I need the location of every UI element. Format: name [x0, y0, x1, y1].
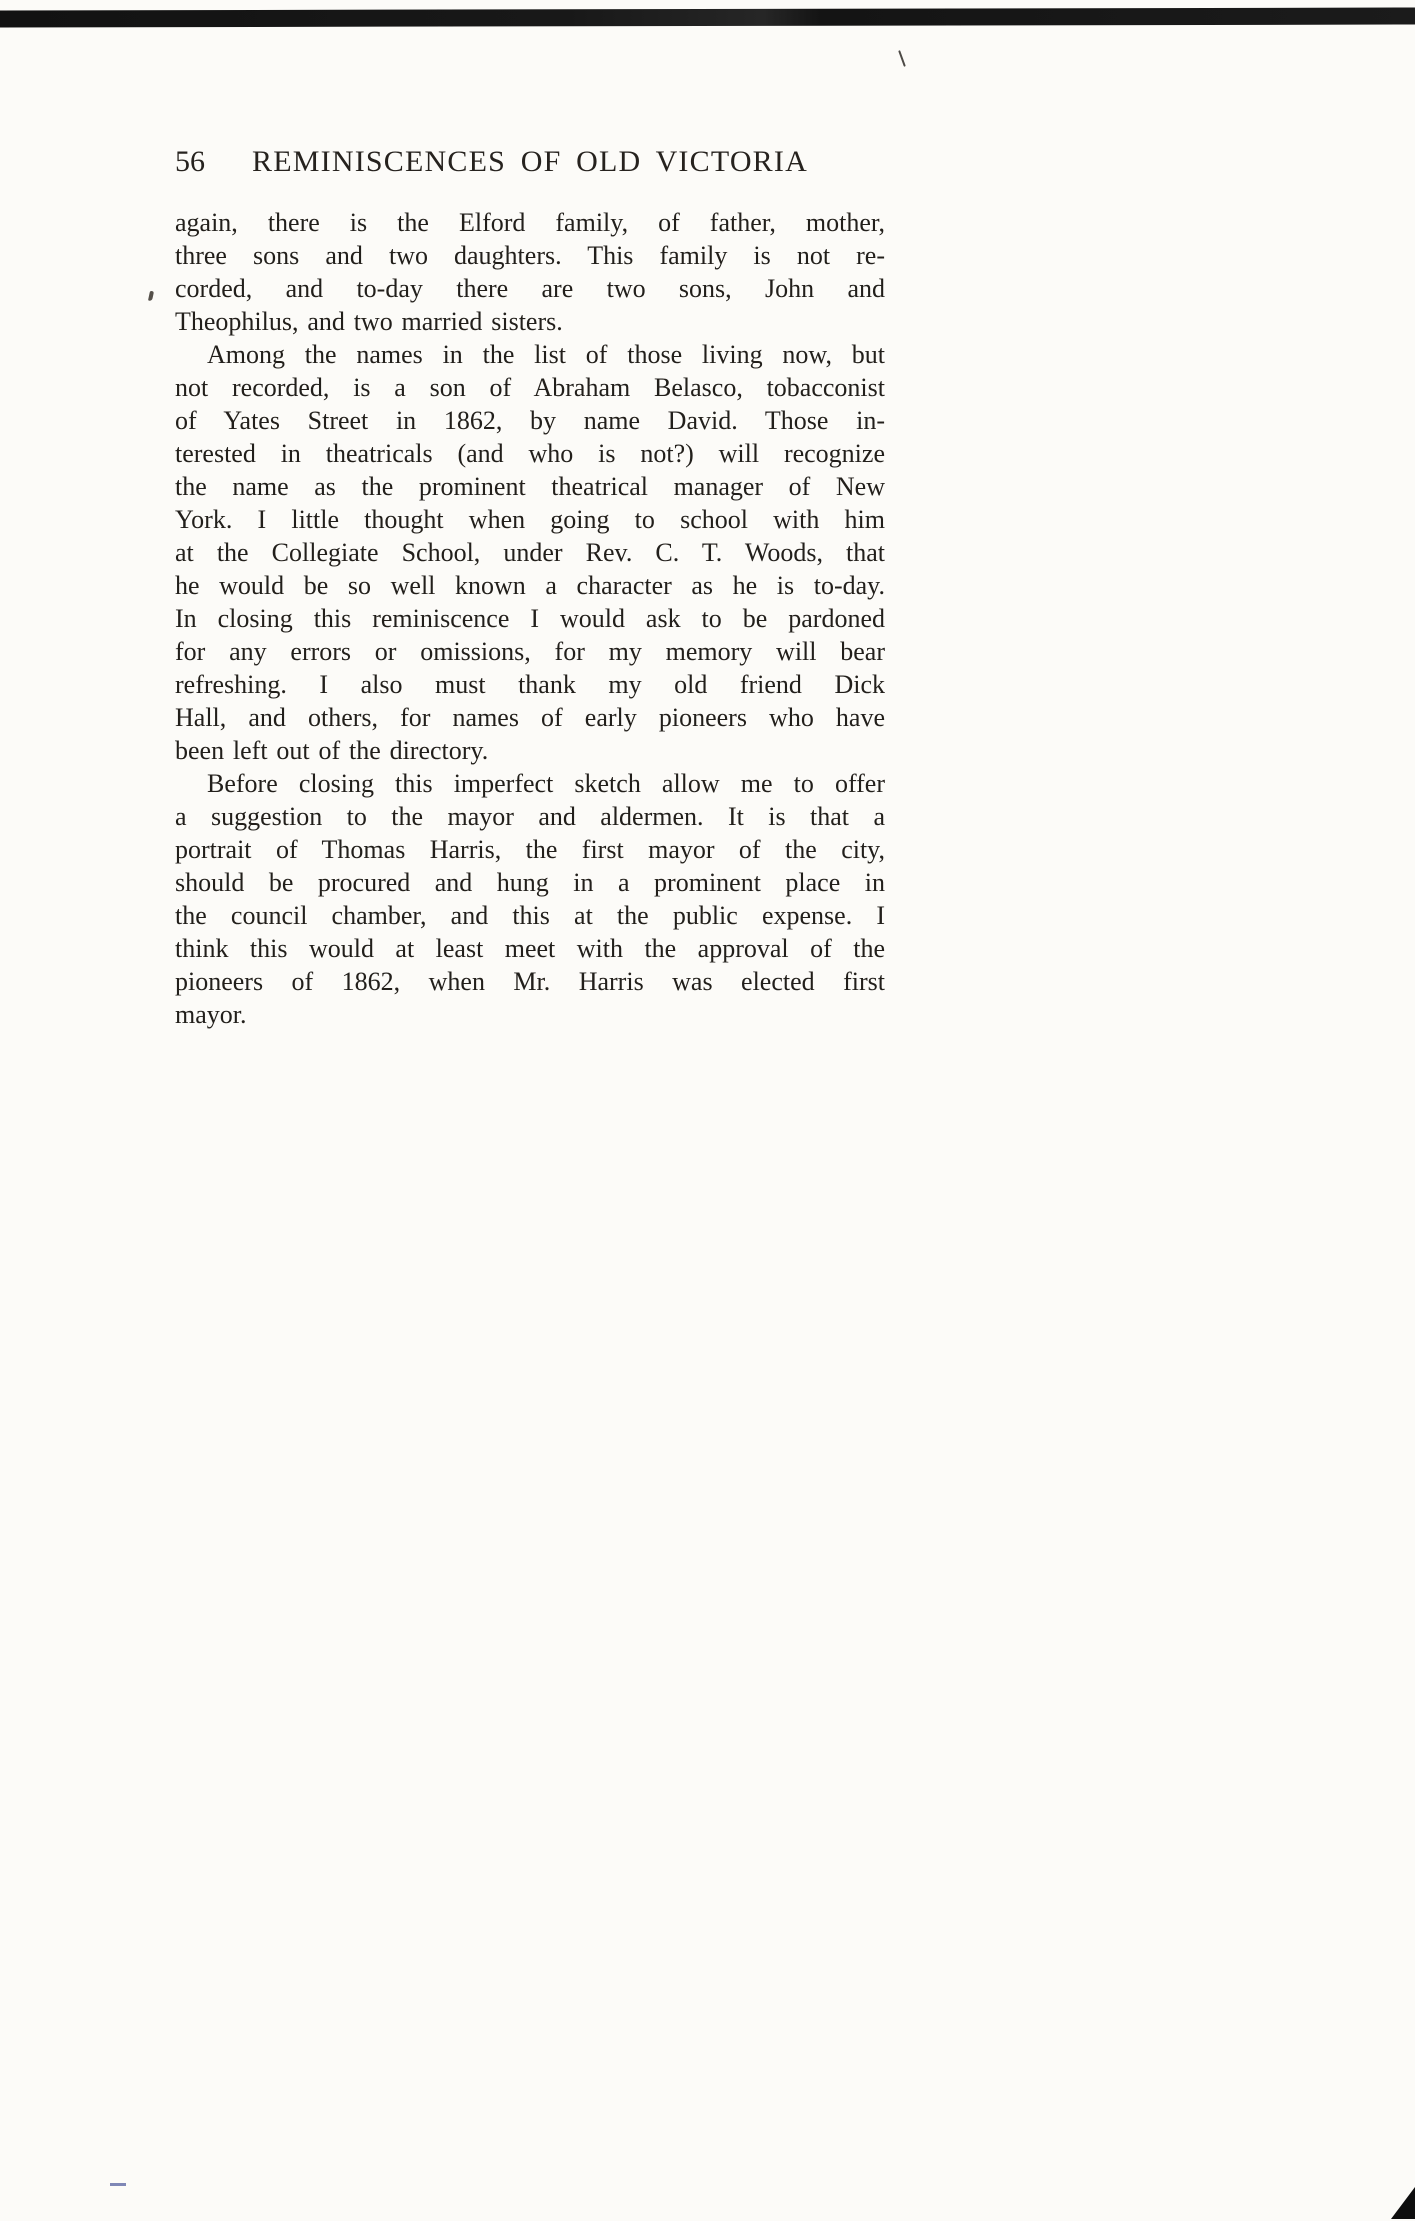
- text-line: the name as the prominent theatrical manager of New: [175, 472, 885, 501]
- text-line: Hall, and others, for names of early pioneers who have: [175, 703, 885, 732]
- text-line: should be procured and hung in a prominent place in: [175, 868, 885, 897]
- text-line: Among the names in the list of those living now, but: [207, 340, 885, 369]
- text-line: of Yates Street in 1862, by name David. Those in-: [175, 406, 885, 435]
- scan-artifact-bottom-left-line: [110, 2183, 126, 2186]
- text-line: corded, and to-day there are two sons, John and: [175, 274, 885, 303]
- text-line: not recorded, is a son of Abraham Belasco, tobacconist: [175, 373, 885, 402]
- scan-artifact-left-margin-mark: [148, 291, 154, 302]
- text-line: think this would at least meet with the approval of the: [175, 934, 885, 963]
- text-line: he would be so well known a character as he is to-day.: [175, 571, 885, 600]
- text-line: a suggestion to the mayor and aldermen. It is that a: [175, 802, 885, 831]
- text-block: [175, 206, 885, 1031]
- page-header: [175, 143, 885, 183]
- text-line: Theophilus, and two married sisters.: [175, 307, 563, 336]
- text-line: three sons and two daughters. This family is not re-: [175, 241, 885, 270]
- paragraph: [175, 338, 885, 767]
- text-line: at the Collegiate School, under Rev. C. T. Woods, that: [175, 538, 885, 567]
- scan-artifact-bottom-right-corner: [1391, 2187, 1415, 2219]
- scan-artifact-stray-mark-top-right: [898, 50, 906, 67]
- text-line: terested in theatricals (and who is not?) will recognize: [175, 439, 885, 468]
- scan-artifact-top-bar: [0, 8, 1415, 28]
- paragraph: [175, 767, 885, 1031]
- paragraph: [175, 206, 885, 338]
- text-line: refreshing. I also must thank my old friend Dick: [175, 670, 885, 699]
- text-line: In closing this reminiscence I would ask to be pardoned: [175, 604, 885, 633]
- text-line: Before closing this imperfect sketch allow me to offer: [207, 769, 885, 798]
- text-line: the council chamber, and this at the public expense. I: [175, 901, 885, 930]
- page-content: [175, 143, 885, 1031]
- text-line: been left out of the directory.: [175, 736, 489, 765]
- page-number: 56: [175, 145, 205, 178]
- running-title: REMINISCENCES OF OLD VICTORIA: [252, 145, 808, 178]
- text-line: again, there is the Elford family, of father, mother,: [175, 208, 885, 237]
- text-line: mayor.: [175, 1000, 247, 1029]
- text-line: pioneers of 1862, when Mr. Harris was elected first: [175, 967, 885, 996]
- text-line: portrait of Thomas Harris, the first mayor of the city,: [175, 835, 885, 864]
- text-line: York. I little thought when going to school with him: [175, 505, 885, 534]
- text-line: for any errors or omissions, for my memory will bear: [175, 637, 885, 666]
